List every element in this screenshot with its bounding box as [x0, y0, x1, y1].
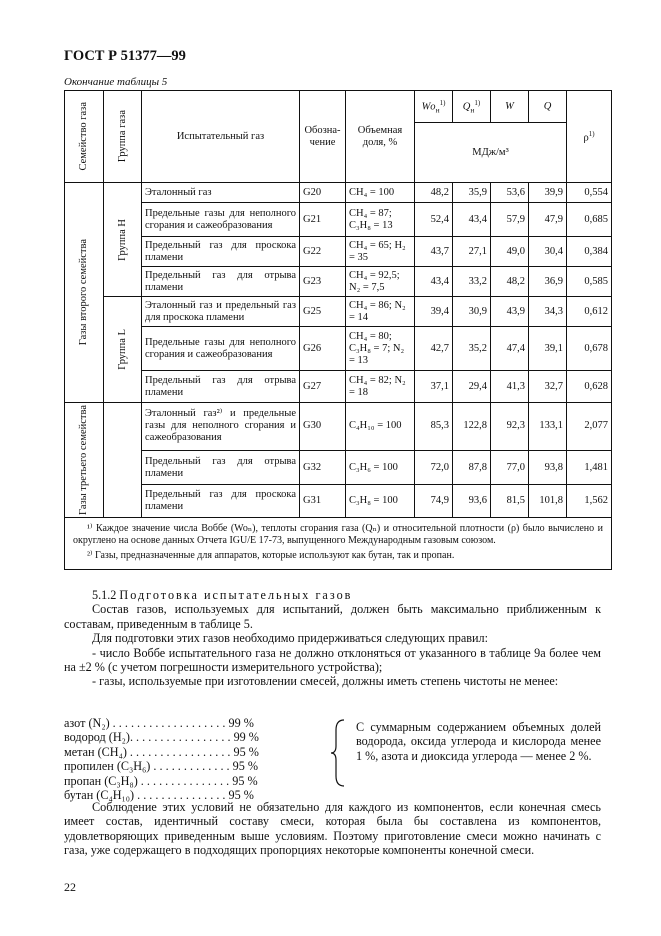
list-item: пропан (C₃H₈) . . . . . . . . . . . . . . . 95 %: [64, 773, 258, 788]
brace-icon: [330, 718, 348, 788]
table-row: Предельный газ для отрыва пламени G23 CH₄ = 92,5; N₂ = 7,5 43,4 33,2 48,2 36,9 0,585: [65, 267, 612, 297]
purity-note: С суммарным содержанием объемных долей водорода, оксида углерода и кислорода менее 1 %, азота и диоксида углерода — менее 2 %.: [356, 720, 601, 763]
head-q: Q: [529, 91, 567, 123]
page-header: ГОСТ Р 51377—99: [64, 48, 186, 64]
note-2: ²⁾ Газы, предназначенные для аппаратов, которые используют как бутан, так и пропан.: [87, 549, 455, 561]
family-third: Газы третьего семейства: [65, 403, 104, 518]
table-notes: [65, 517, 612, 570]
head-rho: $\rho^{1)}$: [567, 91, 612, 183]
table-row: Газы третьего семейства Эталонный газ²⁾ и предельные газы для неполного сгорания и сажеобразования G30 C₄H₁₀ = 100 85,3 122,8 92,3 133,1 2,077: [65, 403, 612, 451]
paragraph: Состав газов, используемых для испытаний, должен быть максимально приближенным к составам, приведенным в таблице 5.: [64, 602, 601, 631]
table-row: Предельный газ для отрыва пламени G27 CH₄ = 82; N₂ = 18 37,1 29,4 41,3 32,7 0,628: [65, 371, 612, 403]
head-unit: МДж/м³: [415, 123, 567, 183]
group-l: Группа L: [104, 297, 142, 403]
list-item: бутан (C₄H₁₀) . . . . . . . . . . . . . . . 95 %: [64, 788, 254, 803]
table-caption: Окончание таблицы 5: [64, 76, 168, 88]
list-item: азот (N₂) . . . . . . . . . . . . . . . . . . . 99 %: [64, 716, 254, 730]
family-second: Газы второго семейства: [65, 183, 104, 403]
table-row: Группа L Эталонный газ и предельный газ для проскока пламени G25 CH₄ = 86; N₂ = 14 39,4 30,9 43,9 34,3 0,612: [65, 297, 612, 327]
section-heading: 5.1.2 Подготовка испытательных газов: [92, 588, 353, 602]
table-row: Предельные газы для неполного сгорания и сажеобразования G21 CH₄ = 87; C₃H₈ = 13 52,4 43,4 57,9 47,9 0,685: [65, 203, 612, 237]
head-w: W: [491, 91, 529, 123]
note-1: ¹⁾ Каждое значение числа Воббе (Woₙ), теплоты сгорания газа (Qₙ) и относительной плотности (ρ) было вычислено и округлено на основе данных Отчета IGU/E 17-73, выпущенного Международным газовым союзом.: [73, 522, 603, 547]
paragraph: - число Воббе испытательного газа не должно отклоняться от указанного в таблице 9а более чем на ±2 % (с учетом погрешности измерительного устройства);: [64, 645, 601, 675]
head-wo: $Wо_н^{1)}$: [415, 91, 453, 123]
list-item: водород (H₂). . . . . . . . . . . . . . . . . 99 %: [64, 730, 259, 745]
list-item: метан (CH₄) . . . . . . . . . . . . . . . . . 95 %: [64, 744, 259, 759]
head-test-gas: Испытательный газ: [142, 91, 300, 183]
table-row: Предельный газ для проскока пламени G31 C₃H₈ = 100 74,9 93,6 81,5 101,8 1,562: [65, 485, 612, 518]
table-5: [64, 90, 612, 570]
head-volume-fraction: Объемная доля, %: [346, 91, 415, 183]
list-item: пропилен (C₃H₆) . . . . . . . . . . . . . 95 %: [64, 759, 259, 774]
table-row: Предельный газ для проскока пламени G22 CH₄ = 65; H₂ = 35 43,7 27,1 49,0 30,4 0,384: [65, 237, 612, 267]
table-row: Предельные газы для неполного сгорания и сажеобразования G26 CH₄ = 80; C₃H₈ = 7; N₂ = 13 42,7 35,2 47,4 39,1 0,678: [65, 327, 612, 371]
section-5-1-2: [64, 588, 601, 689]
paragraph: Для подготовки этих газов необходимо придерживаться следующих правил:: [92, 631, 488, 646]
page-number: 22: [64, 880, 76, 894]
head-family: Семейство газа: [65, 91, 104, 183]
head-qn: $Q_н^{1)}$: [453, 91, 491, 123]
group-h: Группа Н: [104, 183, 142, 297]
table-row: Предельный газ для отрыва пламени G32 C₃H₆ = 100 72,0 87,8 77,0 93,8 1,481: [65, 450, 612, 485]
head-group: Группа газа: [104, 91, 142, 183]
paragraph: - газы, используемые при изготовлении смесей, должны иметь степень чистоты не менее:: [92, 674, 559, 689]
group-empty: [104, 403, 142, 518]
table-row: Газы второго семейства Группа Н Эталонный газ G20 CH₄ = 100 48,2 35,9 53,6 39,9 0,554: [65, 183, 612, 203]
head-designation: Обозна-чение: [300, 91, 346, 183]
closing-paragraph: Соблюдение этих условий не обязательно для каждого из компонентов, если конечная смесь имеет состав, идентичный составу смеси, которая была бы составлена из компонентов, удовлетворяющих приведенным выше условиям. Поэтому приготовление смеси можно начинать с газа, уже содержащего в подходящих пропорциях некоторые компоненты конечной смеси.: [64, 800, 601, 858]
